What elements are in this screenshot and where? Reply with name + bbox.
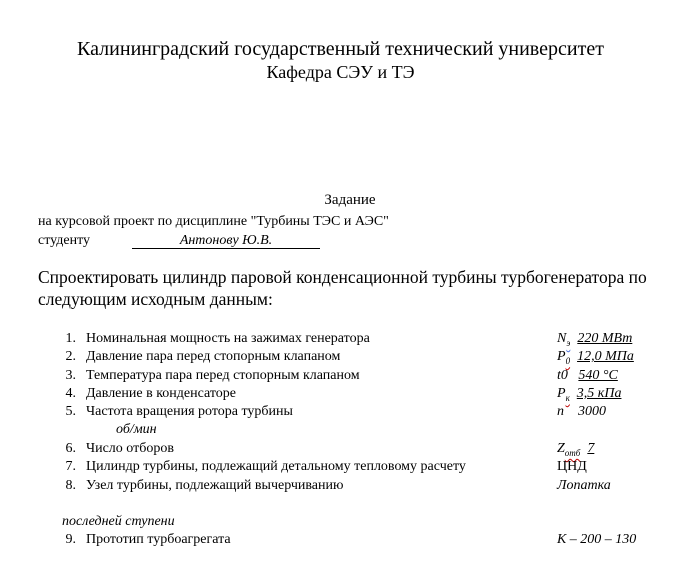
department-name: Кафедра СЭУ и ТЭ [266, 62, 415, 82]
item-label: Цилиндр турбины, подлежащий детальному тепловому расчету [86, 459, 466, 474]
item-continuation: последней ступени [62, 514, 175, 529]
item-label: Число отборов [86, 441, 174, 456]
item-number: 8. [65, 478, 76, 493]
item-number: 5. [65, 404, 76, 419]
item-label: Прототип турбоагрегата [86, 532, 231, 547]
item-number: 2. [65, 349, 76, 364]
item-label: Температура пара перед стопорным клапаном [86, 368, 360, 383]
item-value: Лопатка [557, 478, 611, 493]
item-number: 4. [65, 386, 76, 401]
student-label: студенту [38, 233, 91, 248]
item-label: Давление в конденсаторе [86, 386, 236, 401]
item-value: К – 200 – 130 [557, 532, 637, 547]
item-label: Давление пара перед стопорным клапаном [86, 349, 341, 364]
item-number: 9. [65, 532, 76, 547]
item-value: n 3000 [557, 404, 606, 419]
student-name: Антонову Ю.В. [132, 233, 320, 249]
intro-paragraph: Спроектировать цилиндр паровой конденсационной турбины турбогенератора по следующим исходным данным: [38, 267, 647, 309]
item-value: t0 540 °С [557, 368, 618, 383]
university-name: Калининградский государственный технический университет [77, 38, 604, 60]
item-number: 1. [65, 331, 76, 346]
item-value: $P_0$ 12,0 МПа [557, 349, 634, 366]
task-description: на курсовой проект по дисциплине "Турбины ТЭС и АЭС" [38, 214, 389, 229]
item-label: Узел турбины, подлежащий вычерчиванию [86, 478, 344, 493]
item-label: Частота вращения ротора турбины [86, 404, 293, 419]
item-number: 6. [65, 441, 76, 456]
item-label: Номинальная мощность на зажимах генератора [86, 331, 370, 346]
item-number: 3. [65, 368, 76, 383]
item-value: $N_э$ 220 МВт [557, 331, 633, 348]
item-value: $Z_{отб}$ 7 [557, 441, 595, 458]
task-title: Задание [324, 192, 376, 208]
item-continuation: об/мин [116, 422, 157, 437]
item-number: 7. [65, 459, 76, 474]
item-value: $P_к$ 3,5 кПа [557, 386, 622, 403]
item-value: ЦНД [557, 459, 587, 474]
